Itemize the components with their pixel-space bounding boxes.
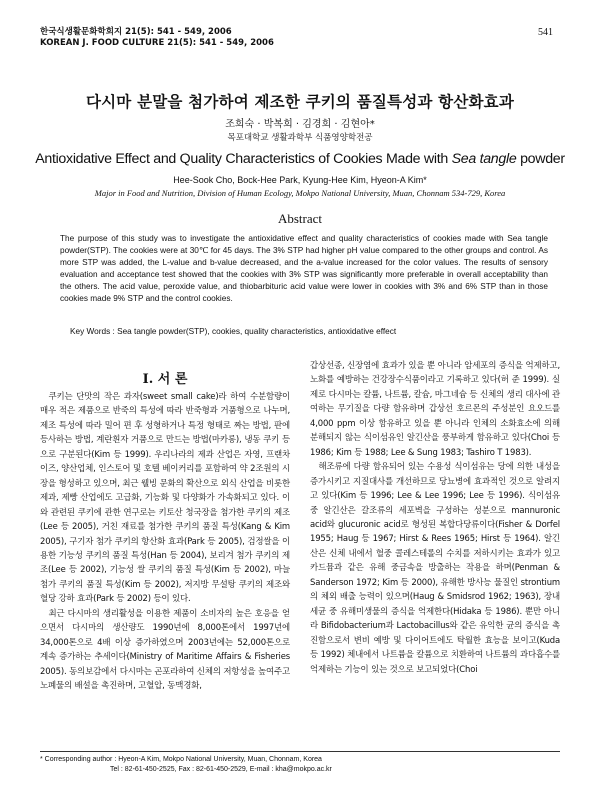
paragraph: 해조류에 다량 함유되어 있는 수용성 식이섬유는 당에 의한 내성을 증가시키고 지질대사를 개선하므로 당뇨병에 효과적인 것으로 알려지고 있다(Kim 등 1996; Lee & Lee 1996; Lee 등 1996). 식이섬유 중 알긴산은 갈조류의 세포벽을 구성하는 성분으로 mannuronic acid와 glucuronic acid로 형성된 복합다당류이다(Fisher & Dorfel 1955; Haug 등 1967; Hirst & Rees 1965; Hirst 등 1964). 알긴산은 신체 내에서 혈중 콜레스테롤의 수치를 저하시키는 효과가 있고 카드뮴과 같은 유해 중금속을 방출하는 작용을 하며(Penman & Sanderson 1972; Kim 등 2000), 유해한 방사능 물질인 strontium의 체외 배출 능력이 있으며(Haug & Smidsrod 1962; 1963), 장내 세균 중 유해미생물의 증식을 억제한다(Hidaka 등 1986). 뿐만 아니라 Bifidobacterium과 Lactobacillus와 같은 유익한 균의 증식을 촉진함으로서 변비 예방 및 다이어트에도 탁월한 효능을 보이고(Kuda 등 1992) 체내에서 나트륨을 칼륨으로 치환하여 나트륨의 과다흡수를 억제하는 기능이 있는 것으로 보고되었다(Choi [310, 461, 560, 674]
footnote-corresponding: * Corresponding author : Hyeon-A Kim, Mokpo National University, Muan, Chonnam, Korea [40, 756, 322, 763]
title-korean: 다시마 분말을 첨가하여 제조한 쿠키의 품질특성과 항산화효과 [85, 93, 515, 111]
affiliation-korean: 목포대학교 생활과학부 식품영양학전공 [227, 133, 373, 143]
journal-header [40, 27, 274, 49]
section-heading-introduction: Ⅰ. 서 론 [142, 372, 188, 387]
page-number: 541 [538, 27, 553, 38]
paragraph: 갑상선종, 신장염에 효과가 있을 뿐 아니라 암세포의 증식을 억제하고, 노화를 예방하는 건강장수식품이라고 기록하고 있다(허 준 1999). 실제로 다시마는 칼륨, 나트륨, 칼슘, 마그네슘 등 신체의 생리 대사에 관여하는 무기질을 다량 함유하며 갑상선 호르몬의 주성분인 요오드를 4,000 ppm 이상 함유하고 있을 뿐 아니라 인체의 소화효소에 의해 분해되지 않는 식이섬유인 알긴산을 풍부하게 함유하고 있다(Choi 등 1986; Kim 등 1988; Lee & Sung 1983; Tashiro T 1983). [310, 360, 560, 457]
keywords: Key Words : Sea tangle powder(STP), cookies, quality characteristics, antioxidative effect [70, 327, 397, 336]
title-english-main: Antioxidative Effect and Quality Characteristics of Cookies Made with [35, 151, 452, 167]
affiliation-english: Major in Food and Nutrition, Division of Human Ecology, Mokpo National University, Muan, Chonnam 534-729, Korea [94, 188, 506, 198]
paragraph: 최근 다시마의 생리활성을 이용한 제품이 소비자의 높은 호응을 얻으면서 다시마의 생산량도 1990년에 8,000톤에서 1997년에 34,000톤으로 4배 이상 증가하였으며 2003년에는 52,000톤으로 계속 증가하는 추세이다(Ministry of Maritime Affairs & Fisheries 2005). 동의보감에서 다시마는 곤포라하여 신체의 저항성을 높여주고 노폐물의 배설을 촉진하며, 고혈압, 동맥경화, [40, 607, 290, 691]
right-column [310, 358, 560, 676]
authors-korean: 조희숙 · 박복희 · 김경희 · 김현아* [225, 119, 375, 130]
journal-name-en: KOREAN J. FOOD CULTURE 21(5): 541 - 549, 2006 [40, 38, 274, 48]
footnote-divider [40, 751, 560, 752]
footnote-contact: Tel : 82-61-450-2525, Fax : 82-61-450-2529, E-mail : kha@mokpo.ac.kr [110, 766, 332, 773]
title-english [0, 151, 600, 167]
left-column [40, 389, 290, 693]
footnote [40, 755, 332, 775]
abstract-heading: Abstract [277, 211, 323, 226]
abstract-body [60, 233, 548, 306]
title-english-tail: powder [516, 151, 565, 167]
abstract-text: The purpose of this study was to investigate the antioxidative effect and quality characteristics of cookies made with Sea tangle powder(STP). The cookies were at 30℃ for 45 days. The 3% STP had higher pH value compared to the other groups and control. As more STP was added, the L-value and b-value decreased, and the a-value increased for the color values. The results of sensory evaluation and acceptance test showed that the cookies with 3% STP was significantly more preferable in overall acceptability than the others. The acid value, peroxide value, and thiobarbituric acid value were lower in cookies with 3% and 6% STP than in those cookies made 9% STP and the control cookies. [60, 234, 548, 304]
paragraph: 쿠키는 단맛의 작은 과자(sweet small cake)라 하여 수분함량이 매우 적은 제품으로 반죽의 특성에 따라 반죽형과 거품형으로 나누며, 제조 특성에 따라 밀어 편 후 성형하거나 특정 형태로 짜는 방법, 판에 등사하는 방법, 계란흰자 거품으로 만드는 방법(마카롱), 냉동 쿠키 등으로 구분된다(Kim 등 1999). 우리나라의 제과 산업은 자영, 프랜차이즈, 양산업체, 인스토어 및 호텔 베이커리를 포함하여 약 2조원의 시장을 형성하고 있으며, 최근 웰빙 문화의 확산으로 외식 산업을 비롯한 제과, 제빵 산업에도 고급화, 기능화 및 다양화가 가속화되고 있다. 이와 관련된 쿠키에 관한 연구로는 키토산 청국장을 첨가한 쿠키의 제조(Lee 등 2005), 거친 재료를 첨가한 쿠키의 품질 특성(Kang & Kim 2005), 구기자 첨가 쿠키의 항산화 효과(Park 등 2005), 검정쌀을 이용한 기능성 쿠키의 품질 특성(Han 등 2004), 보리겨 첨가 쿠키의 제조(Lee 등 2002), 기능성 쌀 쿠키의 품질 특성(Kim 등 2002), 마늘 첨가 쿠키의 품질 특성(Kim 등 2002), 저지방 무설탕 쿠키의 제조와 혈당 강하 효과(Park 등 2002) 등이 있다. [40, 391, 290, 604]
title-english-italic: Sea tangle [451, 151, 517, 167]
authors-english: Hee-Sook Cho, Bock-Hee Park, Kyung-Hee Kim, Hyeon-A Kim* [173, 175, 427, 185]
journal-name-ko: 한국식생활문화학회지 21(5): 541 - 549, 2006 [40, 27, 232, 37]
